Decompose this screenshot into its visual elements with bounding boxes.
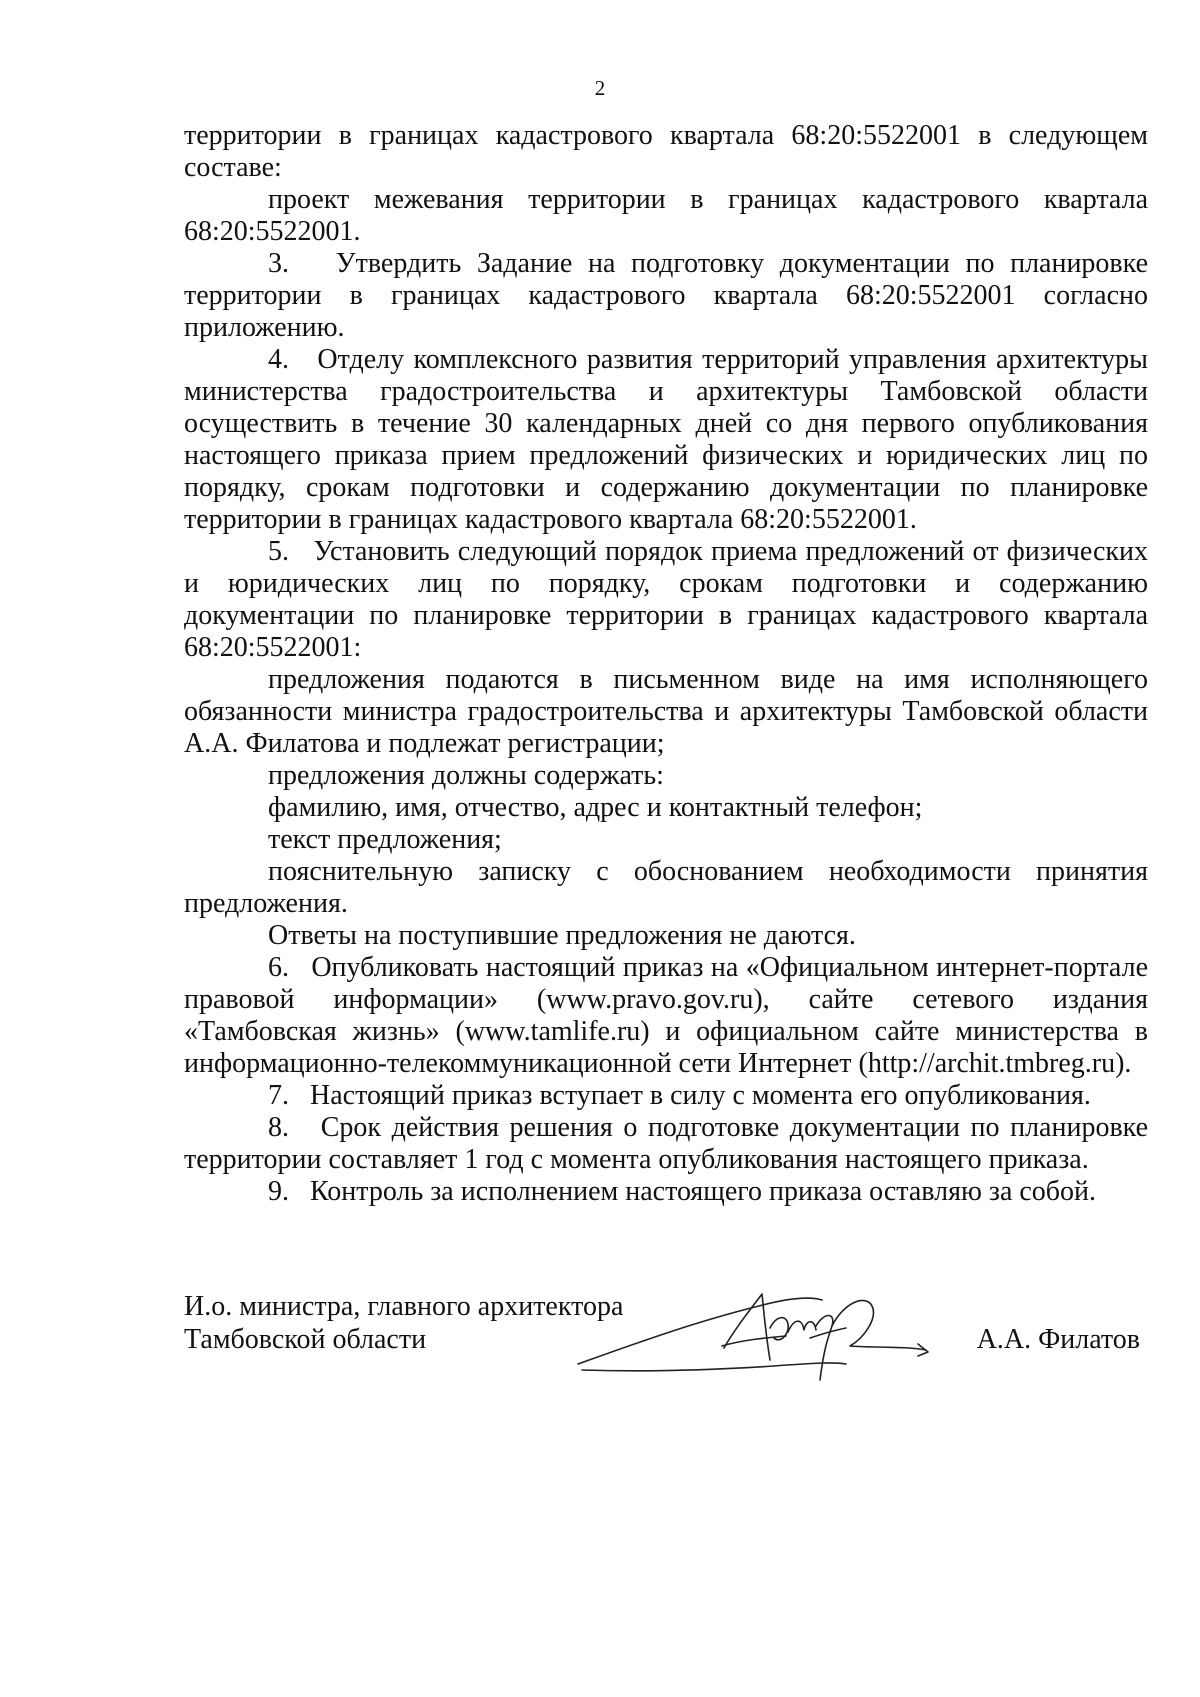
paragraph: 3. Утвердить Задание на подготовку документации по планировке территории в границах кадастрового квартала 68:20:5522001 согласно приложению. [184,248,1148,343]
paragraph: предложения подаются в письменном виде на имя исполняющего обязанности министра градостроительства и архитектуры Тамбовской области А.А. Филатова и подлежат регистрации; [184,664,1148,759]
signatory-title-line: Тамбовской области [184,1324,427,1355]
paragraph: 7. Настоящий приказ вступает в силу с момента его опубликования. [268,1080,1091,1111]
paragraph: 9. Контроль за исполнением настоящего приказа оставляю за собой. [268,1176,1097,1207]
signatory-title [184,1290,623,1356]
paragraph: Ответы на поступившие предложения не даются. [268,920,856,951]
paragraph: предложения должны содержать: [268,760,664,791]
paragraph: 6. Опубликовать настоящий приказ на «Официальном интернет-портале правовой информации» (www.pravo.gov.ru), сайте сетевого издания «Тамбовская жизнь» (www.tamlife.ru) и официальном сайте министерства в информационно-телекоммуникационной сети Интернет (http://archit.tmbreg.ru). [184,952,1148,1079]
paragraph: территории в границах кадастрового квартала 68:20:5522001 в следующем составе: [184,120,1148,183]
signature-block [184,1290,1148,1400]
handwritten-signature [574,1286,934,1386]
signatory-name: А.А. Филатов [976,1324,1140,1355]
document-body [184,120,1148,1208]
signatory-title-line: И.о. министра, главного архитектора [184,1291,624,1322]
paragraph: фамилию, имя, отчество, адрес и контактный телефон; [268,792,923,823]
paragraph: 5. Установить следующий порядок приема предложений от физических и юридических лиц по порядку, срокам подготовки и содержанию документации по планировке территории в границах кадастрового квартала 68:20:5522001: [184,536,1148,663]
paragraph: текст предложения; [268,824,502,855]
page-number: 2 [594,76,606,100]
paragraph: проект межевания территории в границах кадастрового квартала 68:20:5522001. [184,184,1148,247]
paragraph: 4. Отделу комплексного развития территорий управления архитектуры министерства градостроительства и архитектуры Тамбовской области осуществить в течение 30 календарных дней со дня первого опубликования настоящего приказа прием предложений физических и юридических лиц по порядку, срокам подготовки и содержанию документации по планировке территории в границах кадастрового квартала 68:20:5522001. [184,344,1148,535]
paragraph: пояснительную записку с обоснованием необходимости принятия предложения. [184,856,1148,919]
paragraph: 8. Срок действия решения о подготовке документации по планировке территории составляет 1 год с момента опубликования настоящего приказа. [184,1112,1148,1175]
